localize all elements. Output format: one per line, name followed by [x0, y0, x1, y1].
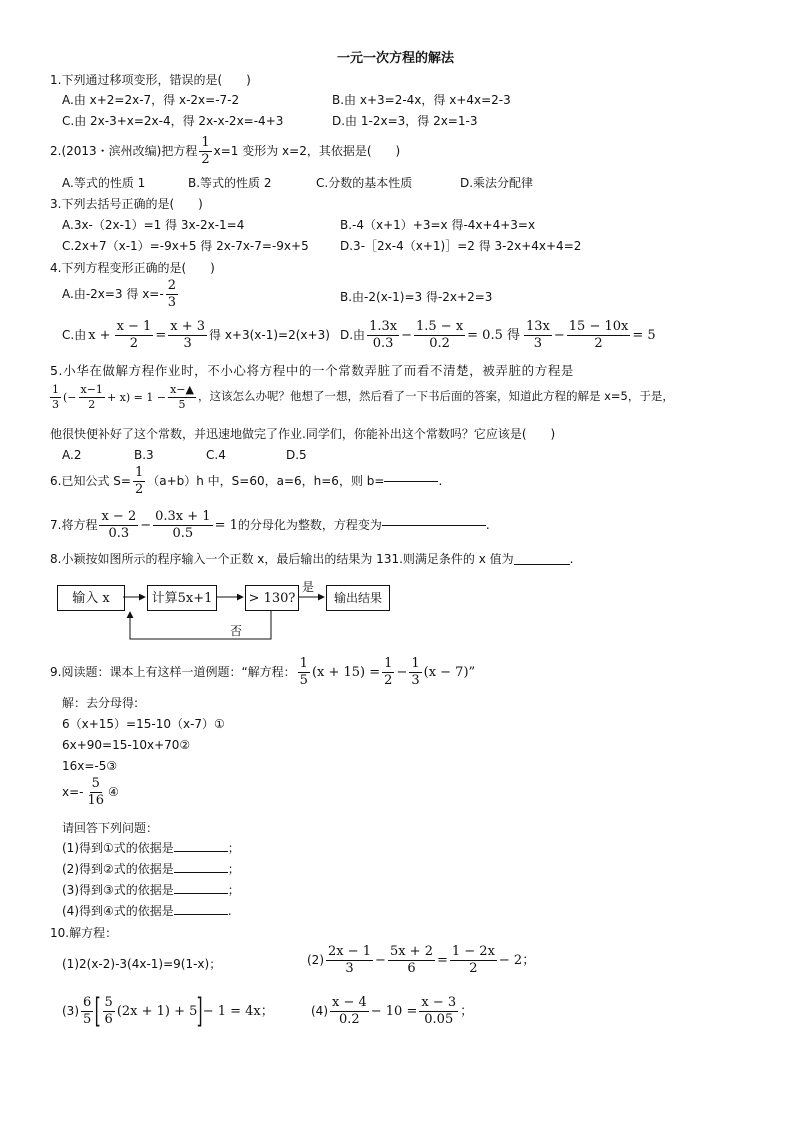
q10-p2-tail: − 2；	[498, 952, 536, 968]
q4-c-eq: =	[155, 327, 167, 343]
q7-eq: = 1	[214, 517, 238, 533]
q10-part-1: (1)2(x-2)-3(4x-1)=9(1-x)；	[62, 957, 222, 971]
q5-option-d: D.5	[286, 448, 307, 462]
q9-answer-2: (2)得到②式的依据是 ；	[62, 862, 240, 876]
q4-d-fraction-2: $\frac{1.5 - x}{0.2}$	[415, 319, 464, 351]
flow-arrow-no	[130, 610, 271, 639]
q4-a-fraction: $\frac{2}{3}$	[167, 278, 176, 310]
flow-yes-label: 是	[302, 580, 315, 594]
q5-mid-2: + x) = 1 −	[106, 390, 167, 404]
q6-end: .	[438, 474, 443, 489]
q9-step-4-post: ④	[108, 785, 119, 800]
q3-option-c: C.2x+7（x-1）=-9x+5 得 2x-7x-7=-9x+5	[62, 239, 309, 253]
q4-d-fraction-3: $\frac{13x}{3}$	[526, 319, 550, 351]
q7-minus: −	[140, 517, 152, 533]
q5-fraction-1: $\frac{1}{3}$	[52, 383, 59, 411]
flow-output-box: 输出结果	[326, 585, 390, 611]
q9-stem	[50, 657, 475, 687]
q4-c-fraction-2: $\frac{x + 3}{3}$	[170, 319, 205, 351]
q10-part-2	[307, 945, 535, 975]
q7-end: .	[485, 518, 490, 533]
q9-step-4-pre: x=-	[62, 785, 84, 800]
q5-line-1: 5.小华在做解方程作业时，不小心将方程中的一个常数弄脏了而看不清楚，被弄脏的方程是	[50, 363, 575, 378]
q9-blank-4[interactable]	[174, 914, 228, 915]
q9-stem-a: 9.阅读题：课本上有这样一道例题：“解方程：	[50, 665, 296, 680]
q2-fraction: $\frac{1}{2}$	[201, 135, 210, 167]
q10-p4-fraction-2: $\frac{x - 3}{0.05}$	[421, 995, 457, 1027]
q10-part-4	[311, 996, 473, 1026]
q10-stem: 10.解方程：	[50, 926, 118, 940]
q9-blank-2[interactable]	[174, 872, 228, 873]
q4-stem: 4.下列方程变形正确的是( )	[50, 261, 215, 275]
q9-solution-intro: 解：去分母得:	[62, 696, 139, 710]
q5-tail: ，这该怎么办呢？他想了一想，然后看了一下书后面的答案，知道此方程的解是 x=5，于是，	[197, 389, 674, 404]
q5-line-3: 他很快便补好了这个常数，并迅速地做完了作业.同学们，你能补出这个常数吗？它应该是( )	[50, 427, 556, 441]
q7-post: 的分母化为整数，方程变为	[237, 518, 382, 533]
q10-p3-fraction-1: $\frac{6}{5}$	[83, 994, 92, 1027]
page-title: 一元一次方程的解法	[337, 51, 455, 66]
q4-d-eq-2: = 5	[632, 327, 656, 343]
q4-a-text: A.由-2x=3 得 x=-	[62, 287, 164, 302]
q9-blank-3[interactable]	[174, 893, 228, 894]
q9-step-4	[62, 777, 119, 807]
q10-p4-tail: ；	[460, 1003, 474, 1019]
q9-fraction-3: $\frac{1}{3}$	[411, 656, 420, 688]
q1-stem: 1.下列通过移项变形，错误的是( )	[50, 73, 251, 87]
q10-p2-fraction-1: $\frac{2x - 1}{3}$	[328, 944, 372, 976]
q6-fraction: $\frac{1}{2}$	[134, 465, 144, 497]
q9-step-1: 6（x+15）=15-10（x-7）①	[62, 717, 225, 731]
q4-d-minus: −	[401, 327, 412, 343]
q7-fraction-1: $\frac{x - 2}{0.3}$	[101, 509, 137, 541]
q10-p2-pre: (2)	[307, 953, 324, 968]
q2-stem-a: 2.(2013・滨州改编)把方程	[50, 144, 198, 159]
q10-p3-tail: − 1 = 4x；	[202, 1003, 274, 1019]
q9-m3: (x − 7)”	[423, 664, 476, 680]
q3-option-a: A.3x-（2x-1）=1 得 3x-2x-1=4	[62, 218, 245, 232]
q9-answer-4: (4)得到④式的依据是 .	[62, 904, 232, 918]
q4-d-pre: D.由	[340, 328, 366, 343]
flow-compute-box: 计算5x+1	[147, 585, 217, 611]
q5-option-b: B.3	[134, 448, 154, 462]
q5-option-a: A.2	[62, 448, 82, 462]
q5-option-c: C.4	[206, 448, 226, 462]
q4-c-pre: C.由	[62, 328, 87, 343]
q10-part-3	[62, 991, 274, 1031]
q4-d-fraction-4: $\frac{15 - 10x}{2}$	[568, 319, 629, 351]
q6-post: （a+b）h 中，S=60，a=6，h=6，则 b=	[147, 474, 385, 489]
q10-p3-fraction-2: $\frac{5}{6}$	[104, 994, 113, 1027]
q10-p3-pre: (3)	[62, 1004, 79, 1018]
q9-answer-1: (1)得到①式的依据是 ；	[62, 841, 240, 855]
q4-c-post: 得 x+3(x-1)=2(x+3)	[209, 328, 330, 343]
q6-pre: 6.已知公式 S=	[50, 474, 131, 489]
q10-p2-eq: =	[436, 952, 448, 968]
q10-p2-minus: −	[375, 952, 386, 968]
q1-option-a: A.由 x+2=2x-7，得 x-2x=-7-2	[62, 93, 240, 107]
q9-m2: −	[396, 664, 408, 680]
q8-end: .	[569, 552, 574, 566]
q5-fraction-3: $\frac{x-▲}{5}$	[170, 383, 194, 411]
q10-p4-mid: − 10 =	[370, 1003, 418, 1019]
q4-d-fraction-1: $\frac{1.3x}{0.3}$	[369, 319, 398, 351]
q8-stem-text: 8.小颖按如图所示的程序输入一个正数 x，最后输出的结果为 131.则满足条件的 x 值为	[50, 552, 514, 566]
q5-mid-1: (−	[63, 390, 77, 404]
q2-option-d: D.乘法分配律	[460, 176, 534, 190]
q9-answer-3: (3)得到③式的依据是 ；	[62, 883, 240, 897]
q9-step-4-fraction: $\frac{5}{16}$	[87, 776, 105, 808]
q3-stem: 3.下列去括号正确的是( )	[50, 197, 203, 211]
q5-fraction-2: $\frac{x-1}{2}$	[80, 383, 103, 411]
q9-step-3: 16x=-5③	[62, 759, 118, 773]
q1-option-b: B.由 x+3=2-4x，得 x+4x=2-3	[332, 93, 511, 107]
q2-option-a: A.等式的性质 1	[62, 176, 146, 190]
q4-option-b: B.由-2(x-1)=3 得-2x+2=3	[340, 290, 493, 304]
q9-m1: (x + 15) =	[311, 664, 381, 680]
q4-c-fraction-1: $\frac{x - 1}{2}$	[116, 319, 152, 351]
flow-no-label: 否	[230, 624, 243, 638]
q3-option-d: D.3-［2x-4（x+1)］=2 得 3-2x+4x+4=2	[340, 239, 582, 253]
q7-fraction-2: $\frac{0.3x + 1}{0.5}$	[155, 509, 211, 541]
q4-c-x: x +	[88, 327, 111, 343]
q9-step-2: 6x+90=15-10x+70②	[62, 738, 191, 752]
q10-p2-fraction-3: $\frac{1 - 2x}{2}$	[451, 944, 495, 976]
q9-fraction-2: $\frac{1}{2}$	[384, 656, 393, 688]
q10-p3-right-bracket: ]	[197, 991, 204, 1031]
q10-p3-left-bracket: [	[94, 991, 101, 1031]
q4-d-eq: = 0.5 得	[467, 327, 520, 343]
q4-d-minus-2: −	[553, 327, 565, 343]
q10-p4-pre: (4)	[311, 1004, 328, 1019]
q10-p3-inner: (2x + 1) + 5	[116, 1003, 198, 1019]
q9-ask: 请回答下列问题：	[62, 821, 159, 835]
q7-pre: 7.将方程	[50, 518, 98, 533]
flow-input-box: 输入 x	[57, 585, 125, 611]
q2-option-b: B.等式的性质 2	[188, 176, 272, 190]
flow-condition-box: > 130?	[245, 585, 299, 611]
q2-stem-b: x=1 变形为 x=2，其依据是( )	[213, 144, 401, 159]
q9-blank-1[interactable]	[174, 851, 228, 852]
q3-option-b: B.-4（x+1）+3=x 得-4x+4+3=x	[340, 218, 536, 232]
q1-option-c: C.由 2x-3+x=2x-4，得 2x-x-2x=-4+3	[62, 114, 284, 128]
q10-p4-fraction-1: $\frac{x - 4}{0.2}$	[332, 995, 367, 1027]
q2-option-c: C.分数的基本性质	[316, 176, 413, 190]
q10-p2-fraction-2: $\frac{5x + 2}{6}$	[389, 944, 433, 976]
q1-option-d: D.由 1-2x=3，得 2x=1-3	[332, 114, 478, 128]
q9-fraction-1: $\frac{1}{5}$	[299, 656, 308, 688]
